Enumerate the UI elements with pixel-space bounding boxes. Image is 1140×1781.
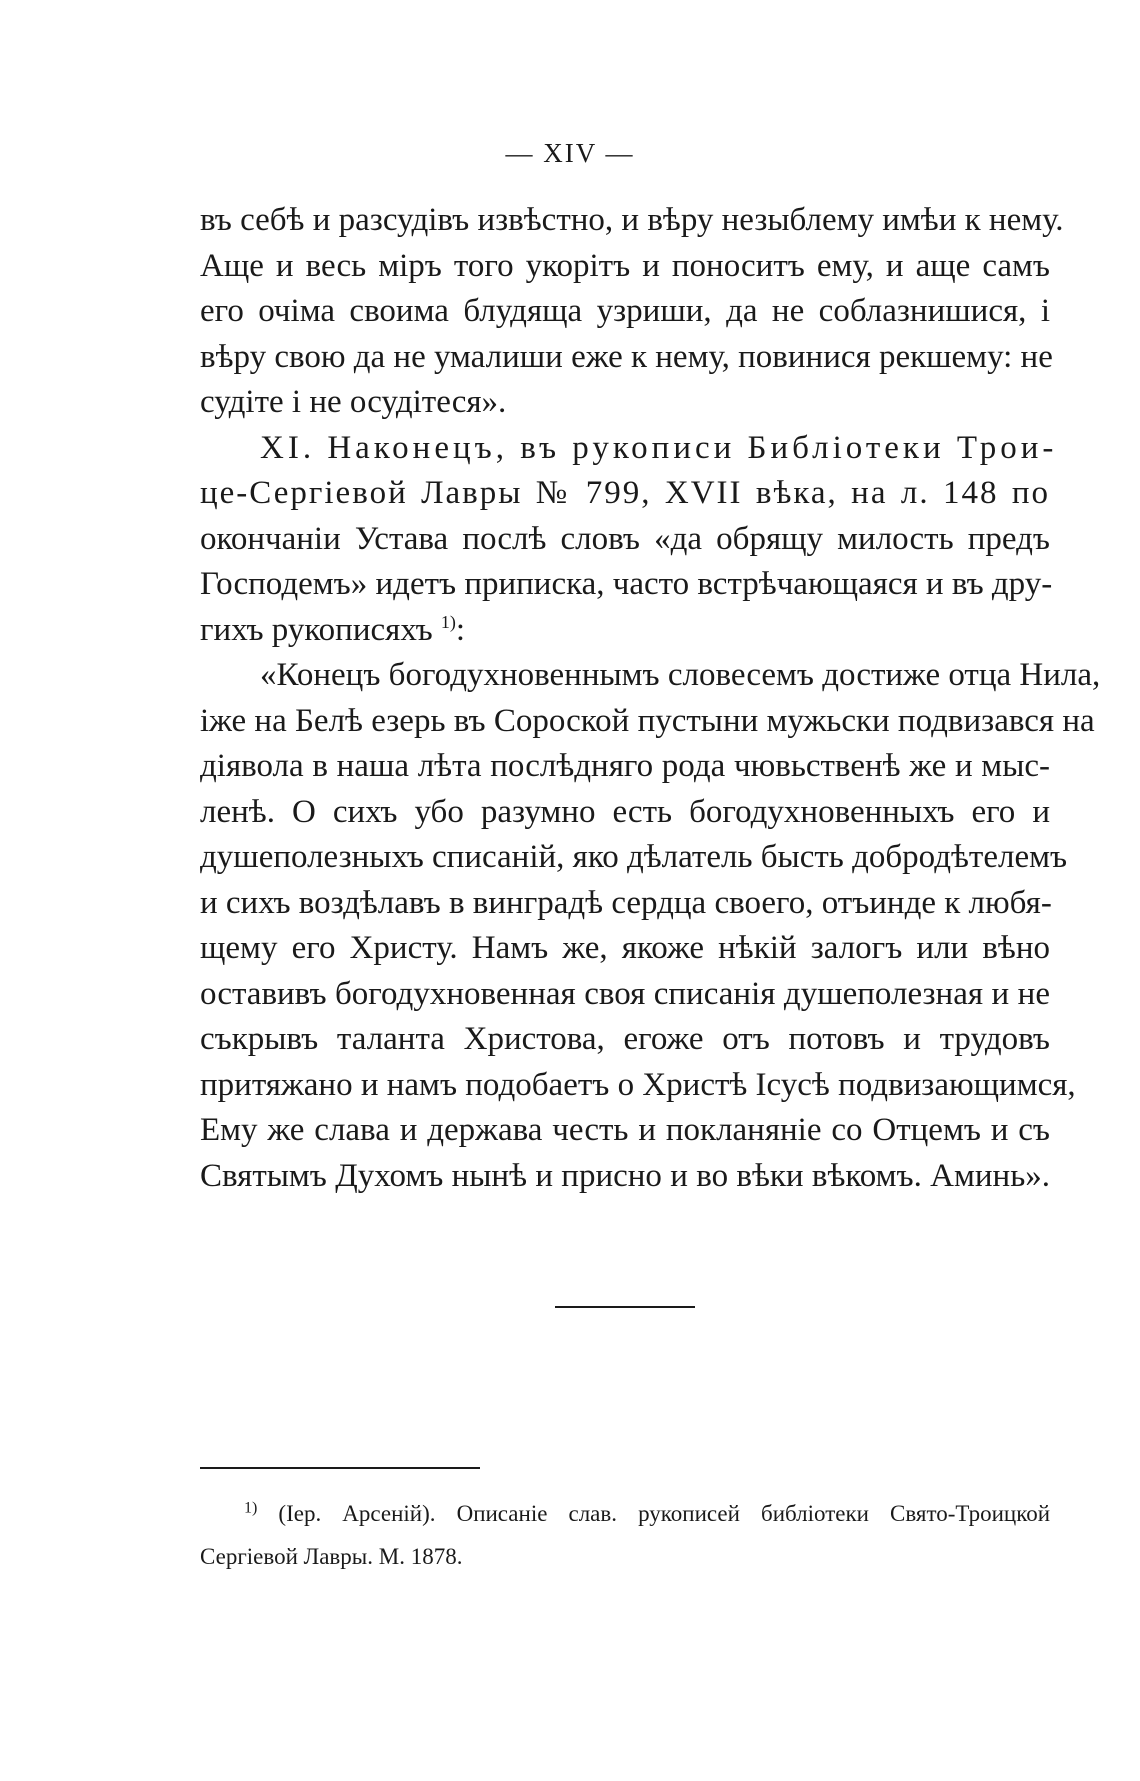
text-line: Аще и весь міръ того укорітъ и поноситъ ему, и аще самъ <box>200 247 1050 284</box>
text-line: це-Сергіевой Лавры № 799, XVII вѣка, на л. 148 по <box>200 475 1050 511</box>
quote-line: «Конецъ богодухновеннымъ словесемъ достиже отца Нила, <box>260 657 1101 693</box>
text-line: Господемъ» идетъ приписка, часто встрѣчающаяся и въ дру- <box>200 566 1053 602</box>
quote-line: діявола в наша лѣта послѣдняго рода чювьственѣ же и мыс- <box>200 748 1050 784</box>
text-line-with-footnote-ref <box>200 608 1050 654</box>
closing-divider <box>555 1306 695 1308</box>
main-text <box>200 198 1101 1199</box>
quote-line: притяжано и намъ подобаетъ о Христѣ Ісусѣ подвизающимся, <box>200 1066 1076 1103</box>
quote-line: душеполезныхъ списаній, яко дѣлатель бысть добродѣтелемъ <box>200 839 1068 875</box>
footnote-text: (Іер. Арсеній). Описаніе слав. рукописей библіотеки Свято-Троицкой <box>278 1501 1051 1526</box>
quote-line: съкрывъ таланта Христова, егоже отъ потовъ и трудовъ <box>200 1021 1050 1057</box>
footnote-divider <box>200 1467 480 1469</box>
text-fragment: гихъ рукописяхъ <box>200 611 433 648</box>
quote-line: Ему же слава и держава честь и покланяніе со Отцемъ и съ <box>200 1112 1050 1148</box>
text-line: окончаніи Устава послѣ словъ «да обрящу милость предъ <box>200 520 1050 557</box>
text-fragment: : <box>455 611 466 648</box>
quote-line: ленѣ. О сихъ убо разумно есть богодухновенныхъ его и <box>200 793 1050 830</box>
quote-line: іже на Белѣ езерь въ Сороской пустыни мужьски подвизався на <box>200 702 1095 739</box>
footnote-marker: 1) <box>244 1499 258 1517</box>
footnote <box>200 1492 1050 1578</box>
section-heading-line: XI. Наконецъ, въ рукописи Библіотеки Трои- <box>260 429 1058 466</box>
footnote-line <box>200 1492 1050 1535</box>
quote-line: оставивъ богодухновенная своя списанія душеполезная и не <box>200 975 1050 1012</box>
quote-line: щему его Христу. Намъ же, якоже нѣкій залогъ или вѣно <box>200 930 1050 966</box>
page-number: — XIV — <box>505 138 635 168</box>
quote-line: и сихъ воздѣлавъ в винградѣ сердца своего, отъинде к любя- <box>200 884 1052 921</box>
text-line: судіте і не осудітеся». <box>200 384 507 420</box>
footnote-line: Сергіевой Лавры. М. 1878. <box>200 1544 463 1569</box>
text-line: его очіма своима блудяща узриши, да не соблазнишися, і <box>200 293 1050 329</box>
text-line: вѣру свою да не умалиши еже к нему, повинися рекшему: не <box>200 338 1053 375</box>
quote-line: Святымъ Духомъ нынѣ и присно и во вѣки вѣкомъ. Аминь». <box>200 1157 1050 1194</box>
footnote-reference[interactable]: 1) <box>440 611 456 632</box>
text-line: въ себѣ и разсудівъ извѣстно, и вѣру незыблему имѣи к нему. <box>200 202 1064 238</box>
